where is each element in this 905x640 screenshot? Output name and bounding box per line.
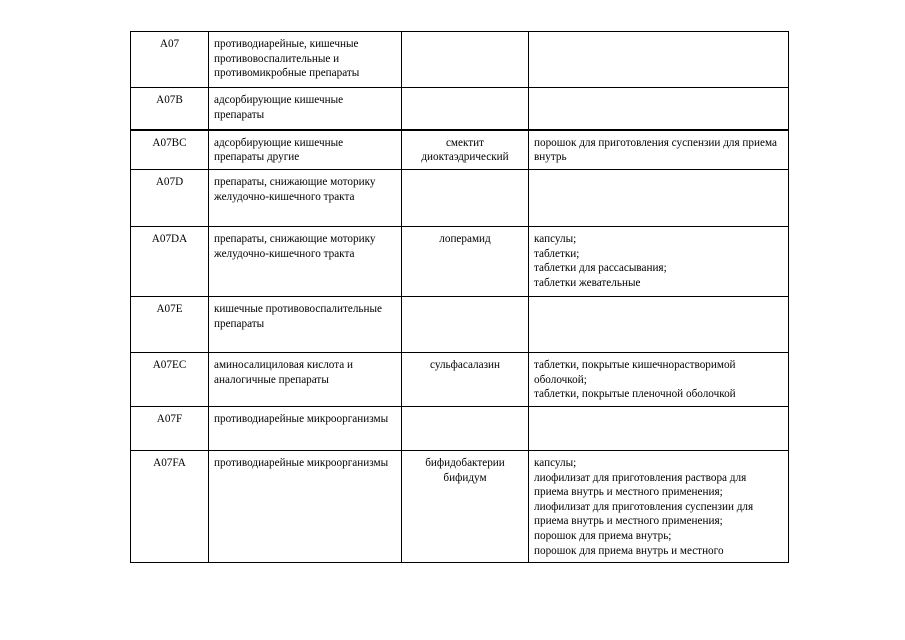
dosage-forms-cell [529, 353, 789, 407]
dosage-form-item: капсулы; [534, 457, 577, 469]
dosage-forms-cell [529, 451, 789, 563]
table-row [131, 227, 789, 297]
group-name-cell: кишечные противовоспалительные препараты [209, 297, 402, 353]
inn-cell [402, 32, 529, 88]
atc-code-cell: A07F [131, 407, 209, 451]
dosage-form-item: лиофилизат для приготовления суспензии для приема внутрь и местного применения; [534, 500, 754, 528]
drug-classification-table [130, 31, 789, 563]
dosage-form-item: таблетки для рассасывания; [534, 262, 667, 275]
dosage-form-item: капсулы; [534, 233, 577, 245]
dosage-forms-cell [529, 32, 789, 88]
table-row [131, 297, 789, 353]
inn-cell [402, 170, 529, 227]
inn-cell [402, 88, 529, 130]
atc-code-cell: A07D [131, 170, 209, 227]
group-name-cell: аминосалициловая кислота и аналогичные препараты [209, 353, 402, 407]
inn-cell [402, 297, 529, 353]
inn-cell [402, 407, 529, 451]
dosage-form-item: порошок для приготовления суспензии для приема внутрь [534, 136, 777, 164]
inn-cell: лоперамид [402, 227, 529, 297]
inn-cell: смектит диоктаэдрический [402, 130, 529, 170]
inn-cell: сульфасалазин [402, 353, 529, 407]
group-name-cell: препараты, снижающие моторику желудочно-кишечного тракта [209, 170, 402, 227]
table-row [131, 88, 789, 130]
dosage-form-item: таблетки, покрытые пленочной оболочкой [534, 388, 736, 401]
table-row [131, 353, 789, 407]
atc-code-cell: A07BC [131, 130, 209, 170]
dosage-form-item: порошок для приема внутрь; [534, 529, 672, 542]
dosage-form-item: таблетки; [534, 247, 580, 260]
group-name-cell: препараты, снижающие моторику желудочно-кишечного тракта [209, 227, 402, 297]
table-row [131, 170, 789, 227]
table-row [131, 451, 789, 563]
group-name-cell: адсорбирующие кишечные препараты [209, 88, 402, 130]
inn-cell: бифидобактерии бифидум [402, 451, 529, 563]
atc-code-cell: A07B [131, 88, 209, 130]
group-name-cell: адсорбирующие кишечные препараты другие [209, 130, 402, 170]
dosage-form-item: порошок для приема внутрь и местного [534, 544, 724, 557]
table-row [131, 130, 789, 170]
dosage-form-item: лиофилизат для приготовления раствора для приема внутрь и местного применения; [534, 471, 747, 499]
group-name-cell: противодиарейные, кишечные противовоспалительные и противомикробные препараты [209, 32, 402, 88]
atc-code-cell: A07 [131, 32, 209, 88]
dosage-form-item: таблетки, покрытые кишечнорастворимой оболочкой; [534, 359, 736, 386]
table-row [131, 32, 789, 88]
dosage-form-item: таблетки жевательные [534, 276, 641, 289]
atc-code-cell: A07E [131, 297, 209, 353]
table-row [131, 407, 789, 451]
dosage-forms-cell [529, 130, 789, 170]
dosage-forms-cell [529, 170, 789, 227]
atc-code-cell: A07DA [131, 227, 209, 297]
dosage-forms-cell [529, 227, 789, 297]
table-body [131, 32, 789, 563]
atc-code-cell: A07FA [131, 451, 209, 563]
dosage-forms-cell [529, 88, 789, 130]
atc-code-cell: A07EC [131, 353, 209, 407]
dosage-forms-cell [529, 297, 789, 353]
dosage-forms-cell [529, 407, 789, 451]
group-name-cell: противодиарейные микроорганизмы [209, 407, 402, 451]
group-name-cell: противодиарейные микроорганизмы [209, 451, 402, 563]
